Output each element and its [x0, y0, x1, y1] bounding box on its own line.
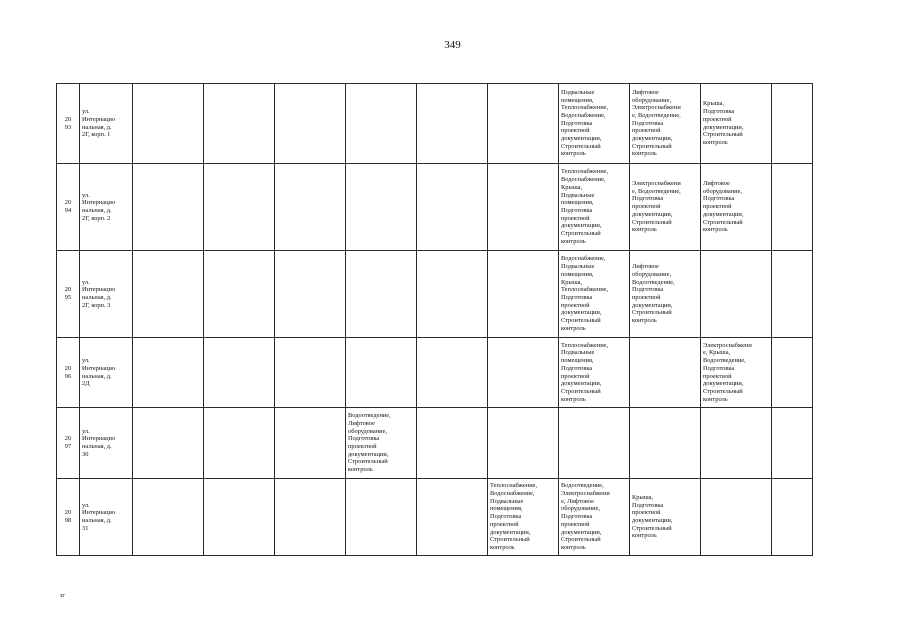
table-row [57, 164, 813, 251]
work-cell: Водоотведение, Лифтовое оборудование, Подготовка проектной документации, Строительный контроль [346, 408, 417, 479]
work-cell [133, 164, 204, 251]
work-cell [275, 408, 346, 479]
work-cell: Лифтовое оборудование, Электроснабжени е, Водоотведение, Подготовка проектной документации, Строительный контроль [630, 84, 701, 164]
work-cell [417, 338, 488, 408]
work-cell [417, 84, 488, 164]
address-cell: ул. Интернацио нальная, д. 2Д [80, 338, 133, 408]
work-cell: Электроснабжени е, Водоотведение, Подготовка проектной документации, Строительный контроль [630, 164, 701, 251]
address-cell: ул. Интернацио нальная, д. 31 [80, 479, 133, 556]
work-cell [701, 408, 772, 479]
address-cell: ул. Интернацио нальная, д. 2Г, корп. 1 [80, 84, 133, 164]
work-cell [204, 408, 275, 479]
work-cell: Водоотведение, Электроснабжени е, Лифтовое оборудование, Подготовка проектной документации, Строительный контроль [559, 479, 630, 556]
work-cell [488, 164, 559, 251]
address-cell: ул. Интернацио нальная, д. 2Г, корп. 3 [80, 251, 133, 338]
work-cell [204, 338, 275, 408]
work-cell [133, 84, 204, 164]
work-cell [204, 251, 275, 338]
work-cell [417, 164, 488, 251]
work-cell [630, 408, 701, 479]
work-cell: Крыша, Подготовка проектной документации, Строительный контроль [630, 479, 701, 556]
work-cell [204, 164, 275, 251]
row-number: 20 93 [57, 84, 80, 164]
work-cell [133, 338, 204, 408]
work-cell [133, 479, 204, 556]
work-cell [346, 251, 417, 338]
work-cell [275, 338, 346, 408]
work-cell [133, 251, 204, 338]
work-cell [772, 479, 813, 556]
work-cell [275, 251, 346, 338]
work-cell [630, 338, 701, 408]
work-cell: Теплоснабжение, Водоснабжение, Крыша, Подвальные помещения, Подготовка проектной документации, Строительный контроль [559, 164, 630, 251]
work-cell [772, 338, 813, 408]
work-cell: Электроснабжени е, Крыша, Водоотведение, Подготовка проектной документации, Строительный контроль [701, 338, 772, 408]
address-cell: ул. Интернацио нальная, д. 2Г, корп. 2 [80, 164, 133, 251]
row-number: 20 94 [57, 164, 80, 251]
work-cell [275, 479, 346, 556]
work-cell [772, 408, 813, 479]
work-cell: Подвальные помещения, Теплоснабжение, Водоснабжение, Подготовка проектной документации, Строительный контроль [559, 84, 630, 164]
work-cell [275, 84, 346, 164]
work-cell: Теплоснабжение, Подвальные помещения, Подготовка проектной документации, Строительный контроль [559, 338, 630, 408]
row-number: 20 97 [57, 408, 80, 479]
work-cell [701, 251, 772, 338]
table-row [57, 408, 813, 479]
work-cell [346, 84, 417, 164]
table-row [57, 479, 813, 556]
work-cell [559, 408, 630, 479]
work-cell [772, 84, 813, 164]
work-cell [417, 251, 488, 338]
row-number: 20 96 [57, 338, 80, 408]
table-row [57, 84, 813, 164]
page-number: 349 [444, 39, 461, 51]
row-number: 20 95 [57, 251, 80, 338]
table-row [57, 251, 813, 338]
work-cell [275, 164, 346, 251]
work-cell [346, 338, 417, 408]
work-cell: Лифтовое оборудование, Водоотведение, Подготовка проектной документации, Строительный контроль [630, 251, 701, 338]
table-row [57, 338, 813, 408]
work-cell: Водоснабжение, Подвальные помещения, Крыша, Теплоснабжение, Подготовка проектной документации, Строительный контроль [559, 251, 630, 338]
address-cell: ул. Интернацио нальная, д. 30 [80, 408, 133, 479]
work-cell: Теплоснабжение, Водоснабжение, Подвальные помещения, Подготовка проектной документации, Строительный контроль [488, 479, 559, 556]
work-cell [417, 408, 488, 479]
work-cell [488, 338, 559, 408]
work-cell [772, 251, 813, 338]
work-cell [772, 164, 813, 251]
work-cell [488, 408, 559, 479]
work-cell [133, 408, 204, 479]
work-cell [417, 479, 488, 556]
work-cell [346, 164, 417, 251]
work-cell [488, 84, 559, 164]
work-cell [204, 84, 275, 164]
work-cell [346, 479, 417, 556]
work-cell [488, 251, 559, 338]
footer-mark: зг [60, 593, 65, 599]
work-cell: Лифтовое оборудование, Подготовка проектной документации, Строительный контроль [701, 164, 772, 251]
work-cell [701, 479, 772, 556]
work-cell [204, 479, 275, 556]
works-table [56, 83, 813, 556]
work-cell: Крыша, Подготовка проектной документации, Строительный контроль [701, 84, 772, 164]
row-number: 20 98 [57, 479, 80, 556]
